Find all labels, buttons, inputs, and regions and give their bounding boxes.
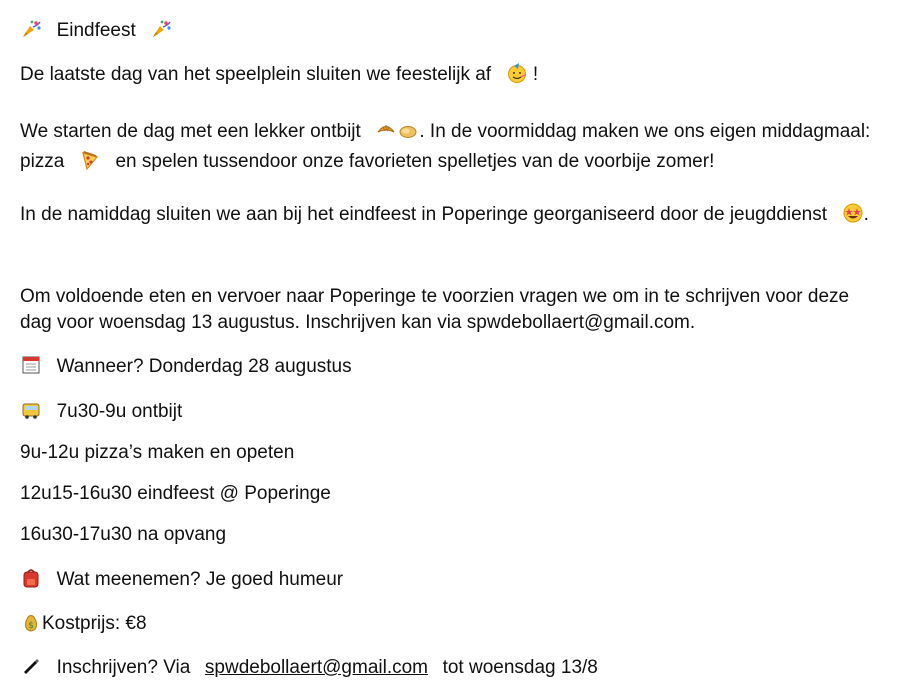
title-line [20, 18, 872, 44]
bring-line [20, 567, 872, 593]
svg-text:$: $ [28, 621, 34, 631]
pizza-icon [79, 149, 101, 171]
signup-paragraph [20, 284, 872, 336]
signup-text-after: tot woensdag 13/8 [442, 657, 598, 678]
breakfast-text-2: . In de voormiddag maken we ons eigen middagmaal: pizza [20, 121, 871, 172]
money-bag-icon [20, 611, 42, 633]
schedule-item-1 [20, 399, 872, 425]
price-text: Kostprijs: €8 [42, 613, 147, 634]
price-line [20, 611, 872, 637]
schedule-text-1: 7u30-9u ontbijt [56, 401, 183, 422]
afternoon-text: In de namiddag sluiten we aan bij het eindfeest in Poperinge georganiseerd door de jeugddienst [20, 204, 828, 225]
signup-paragraph-text: Om voldoende eten en vervoer naar Poperinge te voorzien vragen we om in te schrijven voor deze dag voor woensdag 13 augustus. Inschrijven kan via spwdebollaert@gmail.com. [20, 286, 850, 333]
schedule-text-2: 9u-12u pizza’s maken en opeten [20, 442, 295, 463]
calendar-icon [20, 354, 42, 376]
backpack-icon [20, 567, 42, 589]
party-popper-icon [20, 18, 42, 40]
title-text: Eindfeest [56, 20, 136, 41]
pen-icon [20, 655, 42, 677]
when-line [20, 354, 872, 380]
breakfast-paragraph [20, 117, 872, 177]
intro-paragraph [20, 62, 872, 88]
intro-end: ! [532, 64, 539, 85]
schedule-text-4: 16u30-17u30 na opvang [20, 524, 227, 545]
croissant-icon [375, 119, 397, 141]
schedule-text-3: 12u15-16u30 eindfeest @ Poperinge [20, 483, 331, 504]
schedule-item-3 [20, 481, 872, 507]
breakfast-text-3: en spelen tussendoor onze favorieten spelletjes van de voorbije zomer! [115, 151, 715, 172]
party-face-icon [506, 62, 528, 84]
party-popper-icon [150, 18, 172, 40]
afternoon-end: . [863, 204, 869, 225]
afternoon-paragraph [20, 200, 872, 230]
bring-text: Wat meenemen? Je goed humeur [56, 569, 344, 590]
star-struck-icon [842, 202, 864, 224]
signup-text-before: Inschrijven? Via [56, 657, 191, 678]
schedule-item-2 [20, 440, 872, 466]
bus-icon [20, 399, 42, 421]
signup-line [20, 655, 872, 681]
email-link[interactable]: spwdebollaert@gmail.com [204, 657, 429, 678]
breakfast-text-1: We starten de dag met een lekker ontbijt [20, 121, 361, 142]
schedule-item-4 [20, 522, 872, 548]
intro-text: De laatste dag van het speelplein sluiten we feestelijk af [20, 64, 492, 85]
when-text: Wanneer? Donderdag 28 augustus [56, 356, 352, 377]
bread-icon [397, 119, 419, 141]
